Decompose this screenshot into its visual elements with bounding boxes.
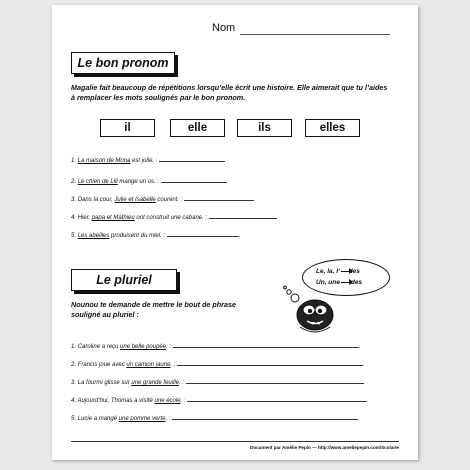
question-row: 4. Hier, papa et Mathieu ont construit une cabane. : bbox=[71, 212, 277, 221]
section1-title: Le bon pronom bbox=[71, 52, 175, 74]
question-row: 2. Le chien de Lili mange un os. : bbox=[71, 176, 227, 185]
question-row: 1. Caroline a reçu une belle poupée. : bbox=[71, 341, 359, 350]
pronoun-box-il: il bbox=[100, 119, 155, 137]
pronoun-box-elles: elles bbox=[305, 119, 360, 137]
answer-blank[interactable] bbox=[186, 377, 364, 384]
pronoun-box-ils: ils bbox=[237, 119, 292, 137]
monster-mascot-icon bbox=[278, 285, 340, 335]
section2-instructions: Nounou te demande de mettre le bout de phrase souligné au pluriel : bbox=[71, 300, 236, 319]
name-label: Nom bbox=[212, 22, 236, 34]
answer-blank[interactable] bbox=[173, 341, 359, 348]
question-row: 5. Lucie a mangé une pomme verte. : bbox=[71, 413, 358, 422]
name-line bbox=[240, 34, 390, 35]
bubble-line-2: Un, une des bbox=[316, 279, 363, 286]
pronoun-box-elle: elle bbox=[170, 119, 225, 137]
footer-credit: Document par Amélie Pepin — http://www.ameliepepin.com/Scolaire bbox=[250, 445, 399, 450]
question-row: 4. Aujourd’hui, Thomas a visité une école. : bbox=[71, 395, 367, 404]
answer-blank[interactable] bbox=[184, 194, 254, 201]
answer-blank[interactable] bbox=[161, 176, 227, 183]
question-row: 3. Dans la cour, Julie et Isabelle courent. : bbox=[71, 194, 254, 203]
arrow-right-icon bbox=[341, 282, 350, 284]
question-row: 2. Francis joue avec un camion jaune. : bbox=[71, 359, 363, 368]
bubble-line-1: Le, la, l’ les bbox=[316, 268, 360, 275]
answer-blank[interactable] bbox=[177, 359, 363, 366]
worksheet-page bbox=[52, 5, 418, 460]
question-row: 3. La fourmi glisse sur une grande feuille. : bbox=[71, 377, 364, 386]
answer-blank[interactable] bbox=[187, 395, 367, 402]
answer-blank[interactable] bbox=[172, 413, 358, 420]
answer-blank[interactable] bbox=[159, 155, 225, 162]
answer-blank[interactable] bbox=[209, 212, 277, 219]
answer-blank[interactable] bbox=[167, 230, 239, 237]
section2-title: Le pluriel bbox=[71, 269, 177, 291]
arrow-right-icon bbox=[341, 271, 350, 273]
footer-divider bbox=[71, 441, 399, 442]
section1-instructions: Magalie fait beaucoup de répétitions lorsqu’elle écrit une histoire. Elle aimerait que tu l’aides à remplacer les mots soulignés par le bon pronom. bbox=[71, 83, 388, 102]
question-row: 1. La maison de Mona est jolie. : bbox=[71, 155, 225, 164]
question-row: 5. Les abeilles produisent du miel. : bbox=[71, 230, 239, 239]
